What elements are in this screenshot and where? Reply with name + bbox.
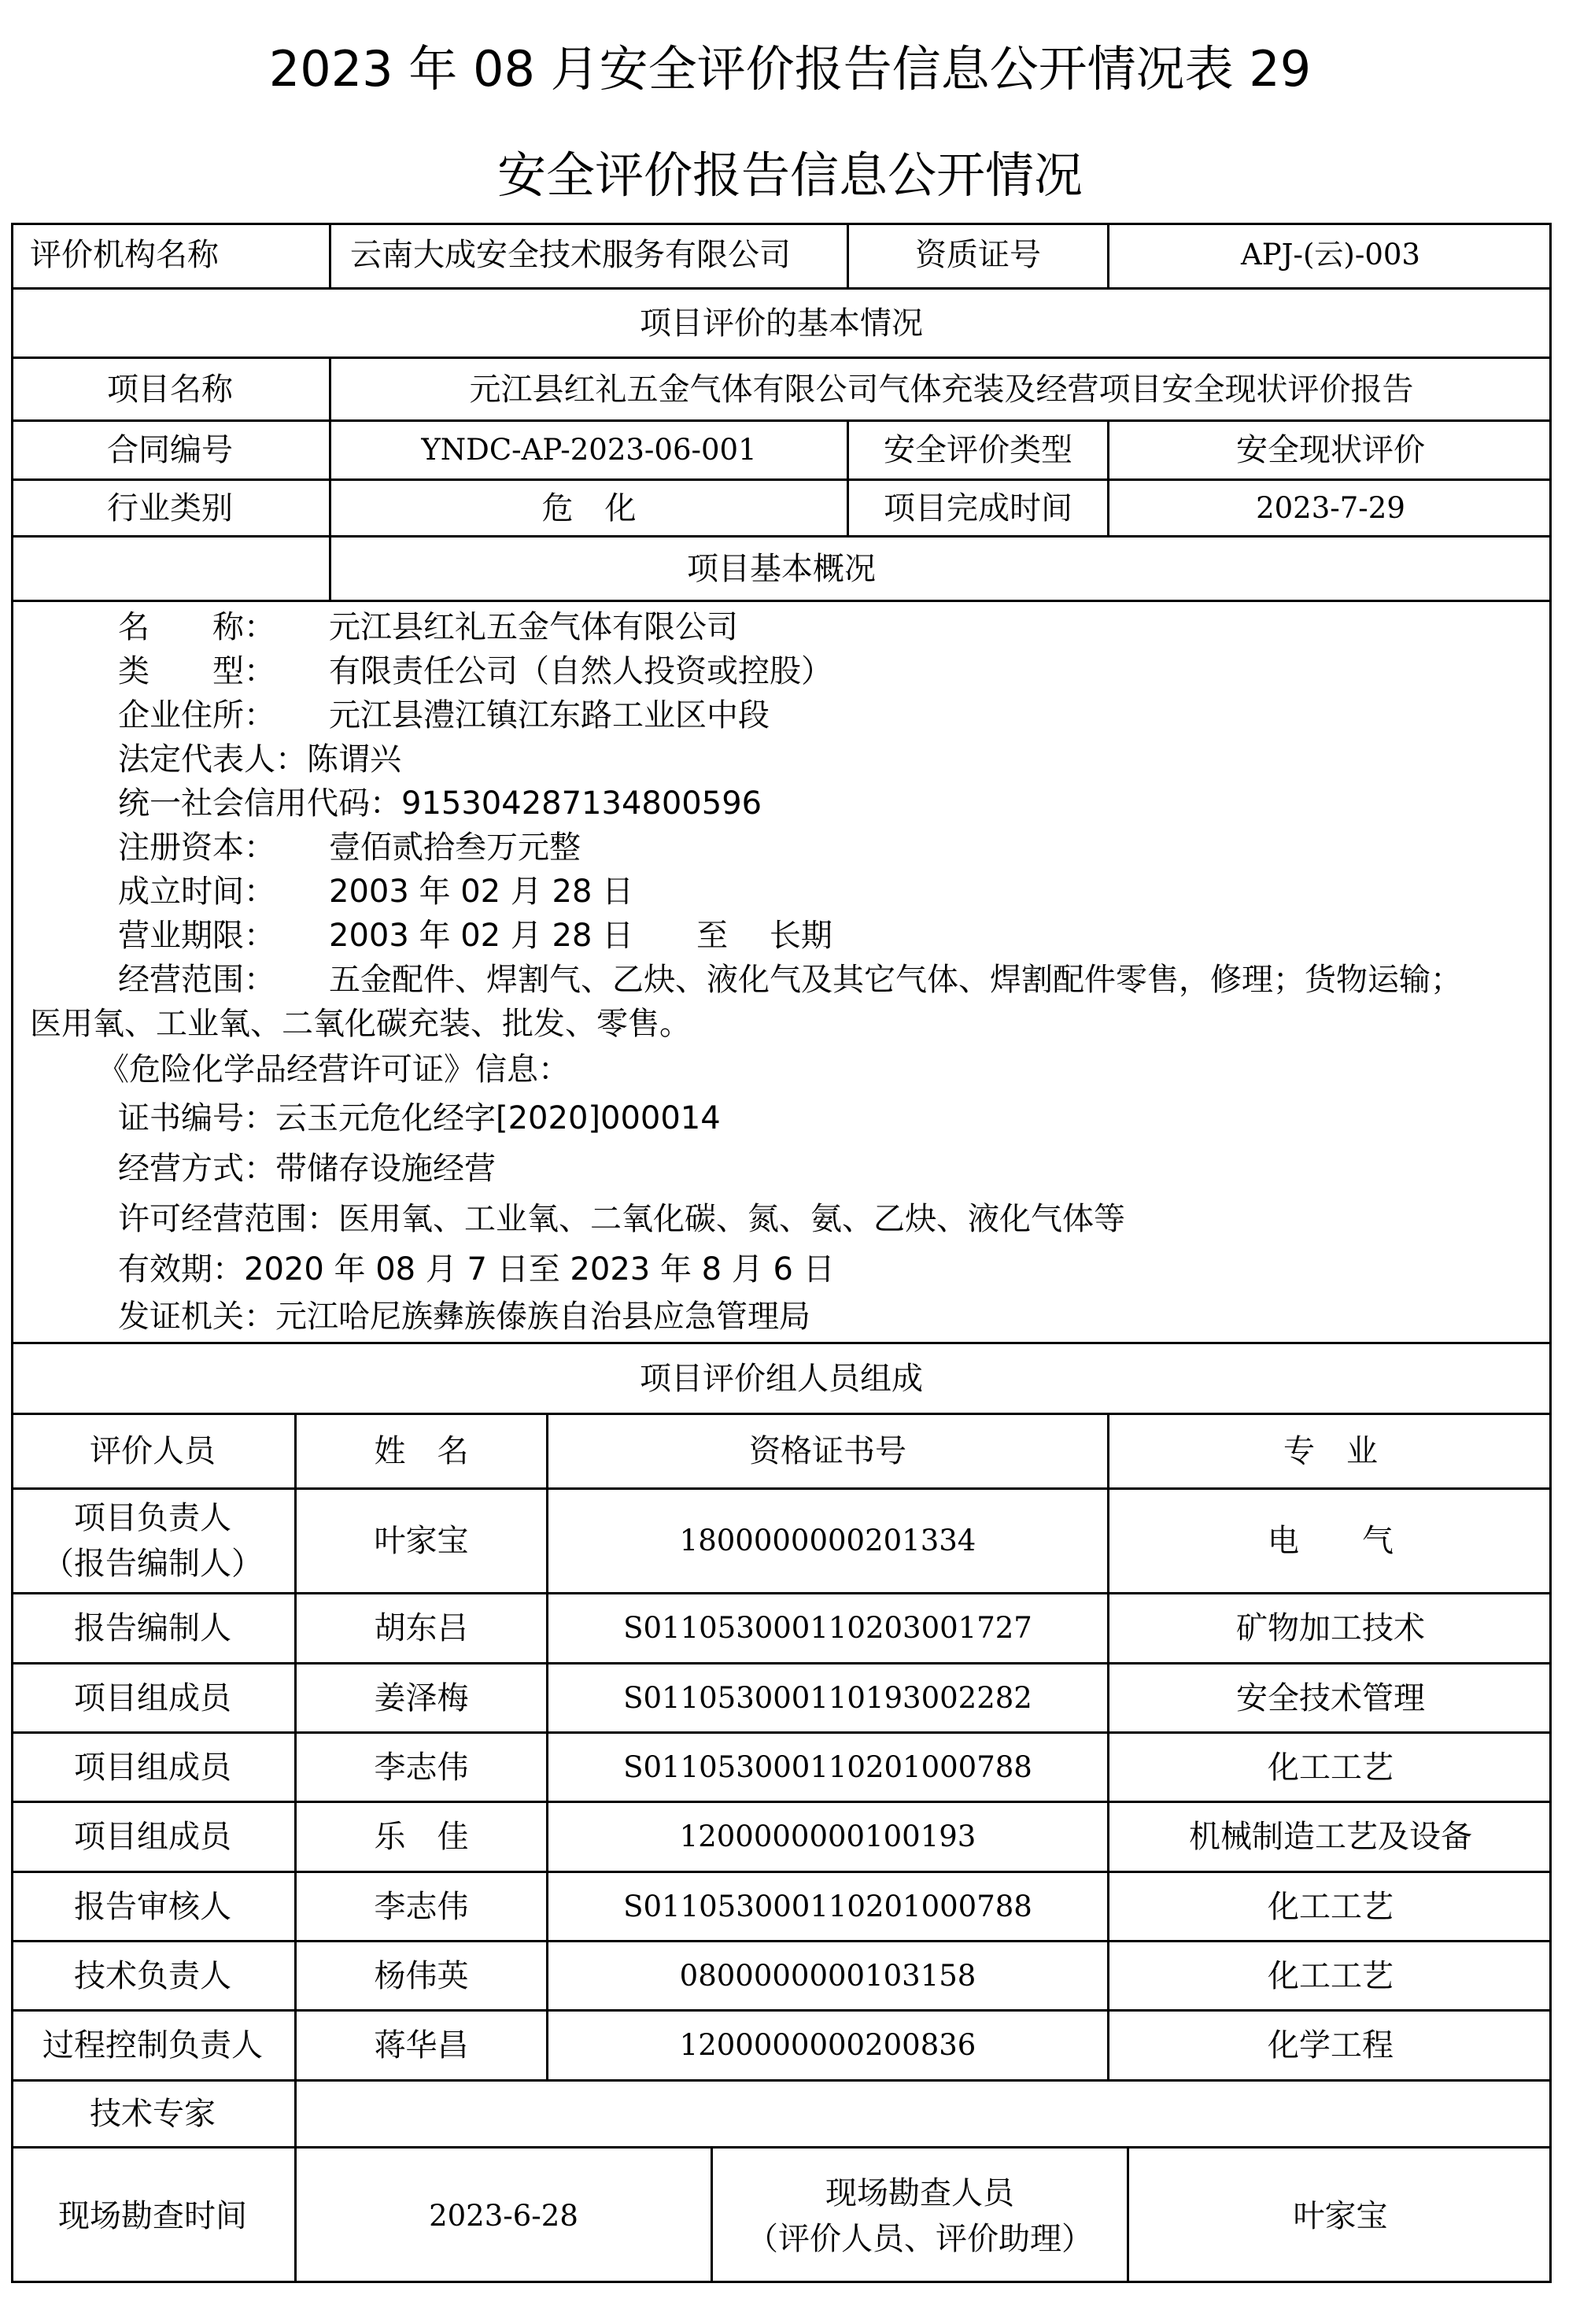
- table-row-name: 蒋华昌: [374, 2027, 469, 2064]
- section-overview-header: 项目基本概况: [687, 550, 876, 587]
- overview-line: 统一社会信用代码：915304287134800596: [118, 785, 762, 822]
- cert-value: APJ-(云)-003: [1241, 238, 1420, 272]
- overview-line: 注册资本： 壹佰贰拾叁万元整: [118, 829, 581, 866]
- survey-time-value: 2023-6-28: [429, 2198, 578, 2233]
- org-label: 评价机构名称: [30, 237, 219, 273]
- table-row-cert: 1200000000200836: [679, 2028, 976, 2062]
- overview-line: 成立时间： 2003 年 02 月 28 日: [118, 874, 634, 910]
- table-row-name: 乐 佳: [374, 1819, 469, 1855]
- table-row-major: 电 气: [1268, 1523, 1394, 1559]
- team-header-cert: 资格证书号: [749, 1433, 906, 1469]
- project-name-value: 元江县红礼五金气体有限公司气体充装及经营项目安全现状评价报告: [469, 371, 1414, 408]
- table-row-name: 胡东吕: [374, 1610, 469, 1646]
- contract-label: 合同编号: [107, 432, 233, 468]
- overview-line: 发证机关：元江哈尼族彝族傣族自治县应急管理局: [118, 1299, 810, 1335]
- table-row-name: 姜泽梅: [374, 1679, 469, 1716]
- table-row-role: 项目负责人 （报告编制人）: [42, 1500, 263, 1582]
- org-value: 云南大成安全技术服务有限公司: [350, 237, 791, 273]
- table-row-cert: S011053000110201000788: [623, 1749, 1032, 1784]
- overview-line: 有效期：2020 年 08 月 7 日至 2023 年 8 月 6 日: [118, 1251, 835, 1288]
- table-row-major: 安全技术管理: [1236, 1679, 1425, 1716]
- overview-line: 经营方式：带储存设施经营: [118, 1151, 496, 1187]
- industry-label: 行业类别: [107, 490, 233, 527]
- survey-people-value: 叶家宝: [1293, 2197, 1388, 2234]
- table-row-major: 化工工艺: [1268, 1749, 1394, 1786]
- table-row-cert: S011053000110193002282: [623, 1680, 1032, 1715]
- overview-line: 企业住所： 元江县澧江镇江东路工业区中段: [118, 697, 770, 733]
- table-row-major: 化工工艺: [1268, 1957, 1394, 1994]
- overview-line: 经营范围： 五金配件、焊割气、乙炔、液化气及其它气体、焊割配件零售，修理；货物运输；: [118, 962, 1462, 998]
- table-row-major: 化工工艺: [1268, 1888, 1394, 1925]
- overview-line: 营业期限： 2003 年 02 月 28 日 至 长期: [118, 918, 832, 954]
- section-team-header: 项目评价组人员组成: [640, 1360, 923, 1397]
- page-title: 2023 年 08 月安全评价报告信息公开情况表 29: [268, 40, 1312, 98]
- table-row-name: 李志伟: [374, 1888, 469, 1925]
- overview-line: 许可经营范围：医用氧、工业氧、二氧化碳、氮、氨、乙炔、液化气体等: [118, 1201, 1125, 1237]
- overview-line: 证书编号：云玉元危化经字[2020]000014: [118, 1100, 721, 1136]
- table-row-cert: 1800000000201334: [679, 1524, 976, 1557]
- page-subtitle: 安全评价报告信息公开情况: [497, 146, 1083, 204]
- table-row-role: 项目组成员: [74, 1819, 231, 1855]
- team-header-name: 姓 名: [374, 1433, 469, 1469]
- finish-time-value: 2023-7-29: [1256, 490, 1405, 525]
- overview-line: 法定代表人：陈谓兴: [118, 741, 401, 778]
- table-row-name: 李志伟: [374, 1749, 469, 1786]
- table-row-name: 杨伟英: [374, 1957, 469, 1994]
- project-name-label: 项目名称: [107, 371, 233, 408]
- table-row-role: 报告编制人: [74, 1610, 231, 1646]
- expert-value: [297, 2082, 1552, 2146]
- table-row-cert: S011053000110203001727: [623, 1611, 1032, 1645]
- contract-value: YNDC-AP-2023-06-001: [421, 433, 757, 467]
- team-header-role: 评价人员: [90, 1433, 216, 1469]
- survey-time-label: 现场勘查时间: [58, 2197, 247, 2234]
- table-row-cert: 0800000000103158: [679, 1958, 976, 1993]
- table-row-role: 过程控制负责人: [42, 2027, 263, 2064]
- overview-line: 医用氧、工业氧、二氧化碳充装、批发、零售。: [30, 1006, 691, 1042]
- table-row-name: 叶家宝: [374, 1523, 469, 1559]
- table-row-role: 项目组成员: [74, 1749, 231, 1786]
- table-row-major: 矿物加工技术: [1236, 1610, 1425, 1646]
- section-basic-header: 项目评价的基本情况: [640, 305, 923, 342]
- expert-label: 技术专家: [90, 2096, 216, 2132]
- table-row-role: 报告审核人: [74, 1888, 231, 1925]
- table-row-major: 机械制造工艺及设备: [1189, 1819, 1472, 1855]
- industry-value: 危 化: [541, 490, 637, 527]
- team-header-major: 专 业: [1283, 1433, 1378, 1469]
- table-row-cert: S011053000110201000788: [623, 1889, 1032, 1923]
- eval-type-value: 安全现状评价: [1236, 432, 1425, 468]
- survey-people-label: 现场勘查人员 （评价人员、评价助理）: [747, 2174, 1093, 2257]
- overview-line: 《危险化学品经营许可证》信息：: [98, 1051, 570, 1088]
- table-row-major: 化学工程: [1268, 2027, 1394, 2064]
- cert-label: 资质证号: [915, 237, 1041, 273]
- eval-type-label: 安全评价类型: [884, 432, 1072, 468]
- finish-time-label: 项目完成时间: [884, 490, 1072, 527]
- overview-line: 类 型： 有限责任公司（自然人投资或控股）: [118, 653, 832, 689]
- table-row-role: 技术负责人: [74, 1957, 231, 1994]
- overview-line: 名 称： 元江县红礼五金气体有限公司: [118, 609, 738, 645]
- table-row-cert: 1200000000100193: [679, 1820, 976, 1853]
- table-row-role: 项目组成员: [74, 1679, 231, 1716]
